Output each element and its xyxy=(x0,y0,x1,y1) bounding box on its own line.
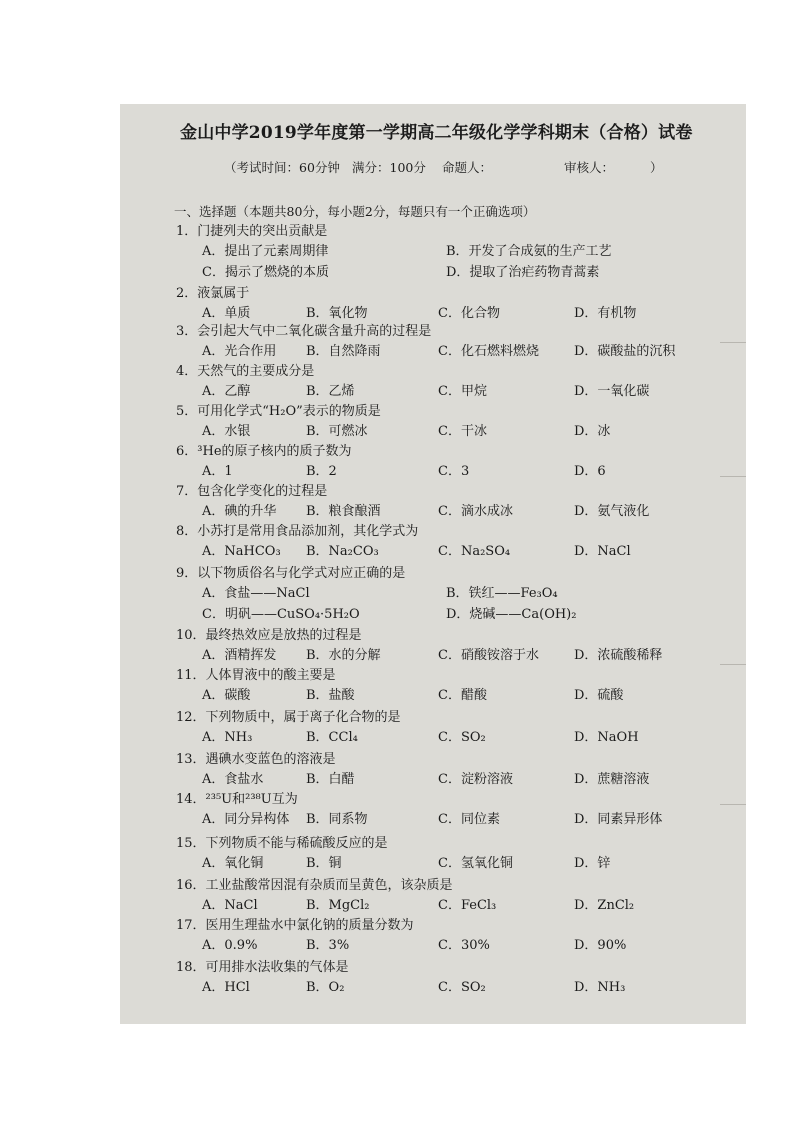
answer-option: B．铜 xyxy=(306,856,342,871)
question-stem: 10．最终热效应是放热的过程是 xyxy=(176,628,362,643)
question-stem: 18．可用排水法收集的气体是 xyxy=(176,960,349,975)
answer-option: A．食盐水 xyxy=(202,772,264,787)
answer-option: A．食盐——NaCl xyxy=(202,586,310,601)
answer-option: C．化合物 xyxy=(438,306,500,321)
question-stem: 3．会引起大气中二氧化碳含量升高的过程是 xyxy=(176,324,432,339)
answer-option: D．6 xyxy=(574,464,606,479)
question-stem: 9．以下物质俗名与化学式对应正确的是 xyxy=(176,566,406,581)
answer-option: A．氧化铜 xyxy=(202,856,264,871)
exam-title: 金山中学2019学年度第一学期高二年级化学学科期末（合格）试卷 xyxy=(180,123,693,143)
answer-option: C．FeCl₃ xyxy=(438,898,497,913)
answer-option: B．开发了合成氨的生产工艺 xyxy=(446,244,612,259)
answer-option: C．淀粉溶液 xyxy=(438,772,513,787)
answer-option: D．碳酸盐的沉积 xyxy=(574,344,676,359)
question-setter: 命题人： xyxy=(442,160,493,175)
close-paren: ） xyxy=(650,160,663,175)
answer-option: A．0.9% xyxy=(202,938,258,953)
answer-option: B．水的分解 xyxy=(306,648,381,663)
bleed-mark xyxy=(720,804,746,805)
answer-option: D．硫酸 xyxy=(574,688,624,703)
question-stem: 6．³He的原子核内的质子数为 xyxy=(176,444,352,459)
answer-option: B．粮食酿酒 xyxy=(306,504,381,519)
answer-option: C．明矾——CuSO₄·5H₂O xyxy=(202,607,360,622)
answer-option: A．单质 xyxy=(202,306,251,321)
question-stem: 17．医用生理盐水中氯化钠的质量分数为 xyxy=(176,918,414,933)
exam-paper xyxy=(120,104,746,1024)
answer-option: B．CCl₄ xyxy=(306,730,358,745)
full-score: 满分：100分 xyxy=(352,160,426,175)
answer-option: D．有机物 xyxy=(574,306,637,321)
answer-option: C．醋酸 xyxy=(438,688,487,703)
answer-option: C．硝酸铵溶于水 xyxy=(438,648,539,663)
answer-option: C．揭示了燃烧的本质 xyxy=(202,265,329,280)
answer-option: D．NH₃ xyxy=(574,980,626,995)
answer-option: B．同系物 xyxy=(306,812,368,827)
question-stem: 15．下列物质不能与稀硫酸反应的是 xyxy=(176,836,388,851)
question-stem: 12．下列物质中，属于离子化合物的是 xyxy=(176,710,401,725)
answer-option: C．氢氧化铜 xyxy=(438,856,513,871)
question-stem: 4．天然气的主要成分是 xyxy=(176,364,315,379)
answer-option: D．锌 xyxy=(574,856,611,871)
answer-option: C．SO₂ xyxy=(438,980,486,995)
answer-option: C．干冰 xyxy=(438,424,487,439)
answer-option: B．白醋 xyxy=(306,772,355,787)
question-stem: 5．可用化学式“H₂O”表示的物质是 xyxy=(176,404,381,419)
answer-option: A．提出了元素周期律 xyxy=(202,244,329,259)
answer-option: B．铁红——Fe₃O₄ xyxy=(446,586,558,601)
reviewer: 审核人： xyxy=(564,160,615,175)
answer-option: B．3% xyxy=(306,938,350,953)
answer-option: A．1 xyxy=(202,464,233,479)
answer-option: D．提取了治疟药物青蒿素 xyxy=(446,265,600,280)
answer-option: D．NaOH xyxy=(574,730,639,745)
answer-option: B．可燃冰 xyxy=(306,424,368,439)
answer-option: C．3 xyxy=(438,464,470,479)
answer-option: A．NH₃ xyxy=(202,730,253,745)
question-stem: 16．工业盐酸常因混有杂质而呈黄色，该杂质是 xyxy=(176,878,453,893)
answer-option: C．SO₂ xyxy=(438,730,486,745)
exam-time: （考试时间：60分钟 xyxy=(224,160,340,175)
question-stem: 13．遇碘水变蓝色的溶液是 xyxy=(176,752,336,767)
answer-option: D．冰 xyxy=(574,424,611,439)
answer-option: C．同位素 xyxy=(438,812,500,827)
answer-option: A．碳酸 xyxy=(202,688,251,703)
answer-option: C．甲烷 xyxy=(438,384,487,399)
answer-option: B．O₂ xyxy=(306,980,345,995)
answer-option: C．滴水成冰 xyxy=(438,504,513,519)
answer-option: B．自然降雨 xyxy=(306,344,381,359)
answer-option: A．HCl xyxy=(202,980,250,995)
question-stem: 14．²³⁵U和²³⁸U互为 xyxy=(176,792,298,807)
answer-option: A．NaCl xyxy=(202,898,258,913)
question-stem: 11．人体胃液中的酸主要是 xyxy=(176,668,336,683)
answer-option: D．蔗糖溶液 xyxy=(574,772,650,787)
answer-option: D．NaCl xyxy=(574,544,631,559)
question-stem: 8．小苏打是常用食品添加剂，其化学式为 xyxy=(176,524,419,539)
question-stem: 1．门捷列夫的突出贡献是 xyxy=(176,224,328,239)
answer-option: D．氨气液化 xyxy=(574,504,650,519)
answer-option: A．NaHCO₃ xyxy=(202,544,281,559)
bleed-mark xyxy=(720,476,746,477)
answer-option: B．2 xyxy=(306,464,337,479)
bleed-mark xyxy=(720,664,746,665)
question-stem: 7．包含化学变化的过程是 xyxy=(176,484,328,499)
answer-option: A．酒精挥发 xyxy=(202,648,277,663)
answer-option: B．MgCl₂ xyxy=(306,898,370,913)
answer-option: D．浓硫酸稀释 xyxy=(574,648,663,663)
answer-option: A．水银 xyxy=(202,424,251,439)
answer-option: A．乙醇 xyxy=(202,384,251,399)
section-heading: 一、选择题（本题共80分，每小题2分，每题只有一个正确选项） xyxy=(174,204,536,219)
answer-option: D．烧碱——Ca(OH)₂ xyxy=(446,607,577,622)
answer-option: B．Na₂CO₃ xyxy=(306,544,379,559)
answer-option: B．氧化物 xyxy=(306,306,368,321)
answer-option: D．同素异形体 xyxy=(574,812,663,827)
answer-option: A．同分异构体 xyxy=(202,812,290,827)
answer-option: D．90% xyxy=(574,938,627,953)
answer-option: B．盐酸 xyxy=(306,688,355,703)
bleed-mark xyxy=(720,342,746,343)
answer-option: B．乙烯 xyxy=(306,384,355,399)
answer-option: D．一氧化碳 xyxy=(574,384,650,399)
answer-option: C．30% xyxy=(438,938,490,953)
answer-option: C．Na₂SO₄ xyxy=(438,544,511,559)
answer-option: A．碘的升华 xyxy=(202,504,277,519)
answer-option: D．ZnCl₂ xyxy=(574,898,635,913)
answer-option: C．化石燃料燃烧 xyxy=(438,344,539,359)
answer-option: A．光合作用 xyxy=(202,344,277,359)
question-stem: 2．液氯属于 xyxy=(176,286,250,301)
